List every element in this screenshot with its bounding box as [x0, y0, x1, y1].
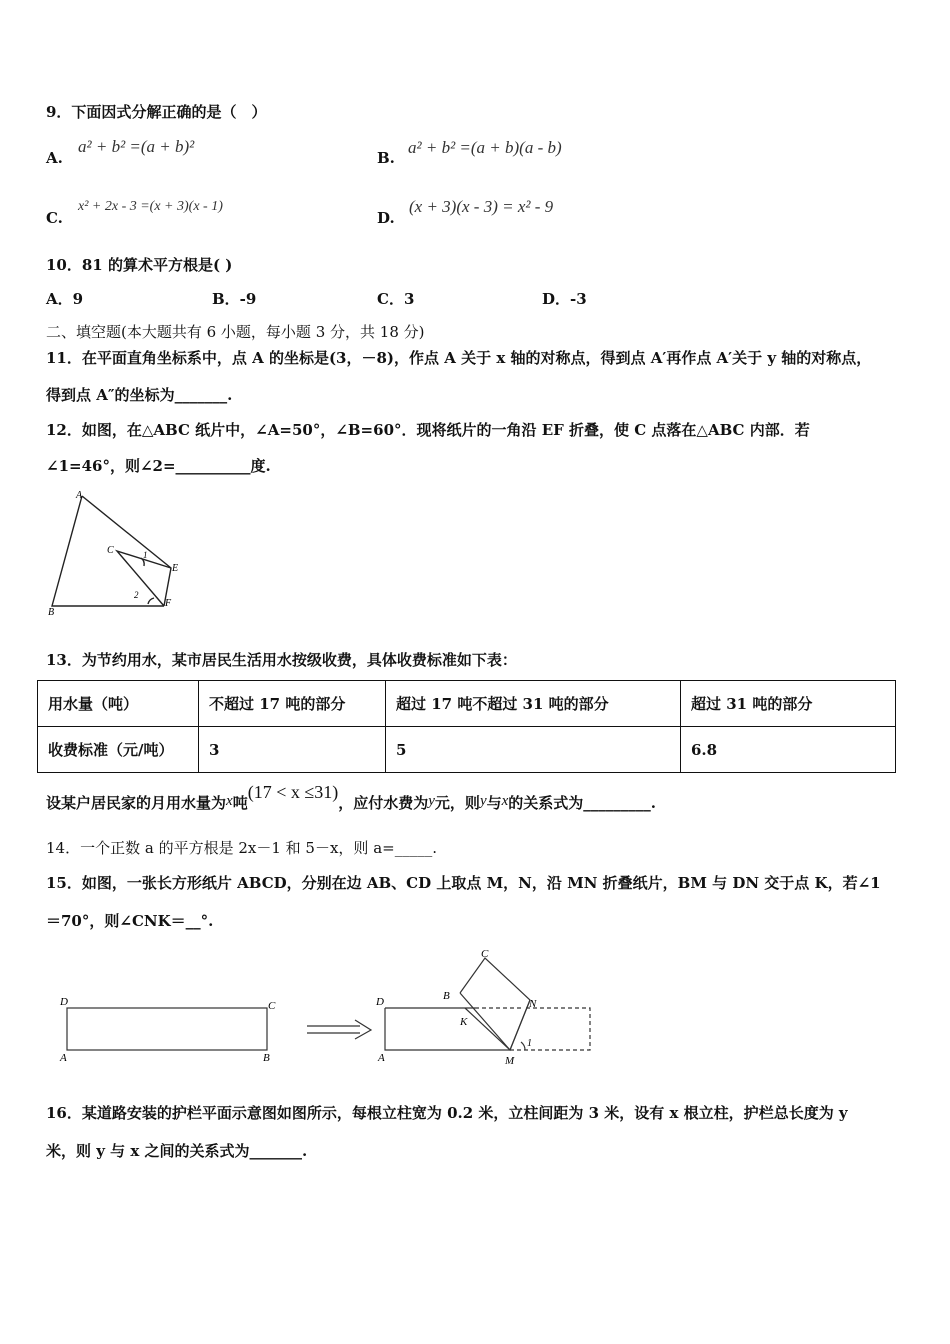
- q9-option-d-label: D.: [377, 209, 395, 227]
- q10-option-b: B．-9: [212, 290, 257, 308]
- q13-follow-a: 设某户居民家的月用水量为: [46, 794, 227, 812]
- q15-line1: 15．如图，一张长方形纸片 ABCD，分别在边 AB、CD 上取点 M，N，沿 MN 折叠纸片，BM 与 DN 交于点 K，若∠1: [46, 874, 881, 892]
- q11-line2: 得到点 A″的坐标为_______.: [46, 386, 233, 404]
- fig15-label-b2: B: [443, 990, 450, 1002]
- q12-line1: 12．如图，在△ABC 纸片中，∠A=50°，∠B=60°．现将纸片的一角沿 EF 折叠，使 C 点落在△ABC 内部．若: [46, 421, 810, 439]
- table-cell: 5: [386, 727, 681, 773]
- fig12-label-b: B: [48, 607, 55, 616]
- q13-range: (17 < x ≤31): [247, 782, 339, 802]
- q9-option-a-label: A.: [46, 149, 63, 167]
- table-cell: 超过 31 吨的部分: [681, 681, 896, 727]
- q9-option-c-expr: x² + 2x - 3 =(x + 3)(x - 1): [78, 199, 223, 214]
- q16-line1: 16．某道路安装的护栏平面示意图如图所示，每根立柱宽为 0.2 米，立柱间距为 3 米，设有 x 根立柱，护栏总长度为 y: [46, 1104, 848, 1122]
- q13-follow-f: 的关系式为_________.: [508, 794, 657, 812]
- table-row: [38, 681, 896, 727]
- table-cell: 超过 17 吨不超过 31 吨的部分: [386, 681, 681, 727]
- table-cell: 不超过 17 吨的部分: [199, 681, 386, 727]
- q13-follow-d: 元，则: [434, 794, 480, 812]
- q9-option-b-expr: a² + b² =(a + b)(a - b): [408, 138, 562, 157]
- fig15-label-n: N: [529, 998, 537, 1010]
- q13-var-x: x: [226, 793, 233, 809]
- fig15-label-c2: C: [481, 948, 489, 960]
- fig15-label-a2: A: [378, 1052, 385, 1064]
- table-cell: 3: [199, 727, 386, 773]
- q10-option-a: A．9: [46, 290, 84, 308]
- fig15-label-c1: C: [268, 1000, 276, 1012]
- q10-stem: 10．81 的算术平方根是( ): [46, 256, 233, 274]
- q13-follow-e: 与: [486, 794, 502, 812]
- section-heading: 二、填空题(本大题共有 6 小题，每小题 3 分，共 18 分): [46, 323, 425, 341]
- fig15-label-d2: D: [376, 996, 384, 1008]
- q13-var-x2: x: [501, 793, 509, 809]
- q13-follow-up: [46, 782, 657, 814]
- q9-stem: 9．下面因式分解正确的是（ ）: [46, 103, 267, 121]
- q12-line2: ∠1=46°，则∠2=__________度.: [46, 457, 271, 475]
- q9-option-c-label: C.: [46, 209, 63, 227]
- q15-line2: ＝70°，则∠CNK＝__°.: [46, 912, 214, 930]
- table-cell: 用水量（吨）: [38, 681, 199, 727]
- fig12-label-e: E: [172, 563, 179, 574]
- fig12-label-2: 2: [134, 590, 139, 600]
- fig15-label-b1: B: [263, 1052, 270, 1064]
- fig15-label-d1: D: [60, 996, 68, 1008]
- q9-option-d-expr: (x + 3)(x - 3) = x² - 9: [409, 197, 554, 216]
- q13-stem: 13．为节约用水，某市居民生活用水按级收费，具体收费标准如下表：: [46, 651, 517, 669]
- table-row: [38, 727, 896, 773]
- fee-table: [37, 680, 896, 773]
- q13-follow-c: ，应付水费为: [338, 794, 429, 812]
- q15-fold-figure: [55, 945, 600, 1070]
- q10-option-d: D．-3: [542, 290, 587, 308]
- q13-follow-b: 吨: [232, 794, 248, 812]
- q16-line2: 米，则 y 与 x 之间的关系式为_______.: [46, 1142, 308, 1160]
- fig12-label-f: F: [165, 598, 172, 609]
- q9-option-a-expr: a² + b² =(a + b)²: [78, 137, 195, 156]
- table-cell: 收费标准（元/吨）: [38, 727, 199, 773]
- fig15-label-a1: A: [60, 1052, 67, 1064]
- q9-option-b-label: B.: [377, 149, 395, 167]
- fig12-label-a: A: [76, 490, 83, 501]
- fig12-label-c: C: [107, 545, 114, 556]
- fig15-label-1: 1: [527, 1038, 532, 1049]
- q14-text: 14．一个正数 a 的平方根是 2x－1 和 5－x，则 a=_____.: [46, 839, 437, 857]
- q13-var-y: y: [428, 793, 435, 809]
- q11-line1: 11．在平面直角坐标系中，点 A 的坐标是(3，－8)，作点 A 关于 x 轴的对称点，得到点 A′再作点 A′关于 y 轴的对称点，: [46, 349, 872, 367]
- fig12-label-1: 1: [143, 550, 148, 560]
- q10-option-c: C．3: [377, 290, 415, 308]
- table-cell: 6.8: [681, 727, 896, 773]
- fig15-label-m: M: [505, 1055, 515, 1067]
- fig15-label-k: K: [460, 1016, 468, 1028]
- q12-triangle-figure: [44, 486, 194, 616]
- q13-var-y2: y: [479, 793, 487, 809]
